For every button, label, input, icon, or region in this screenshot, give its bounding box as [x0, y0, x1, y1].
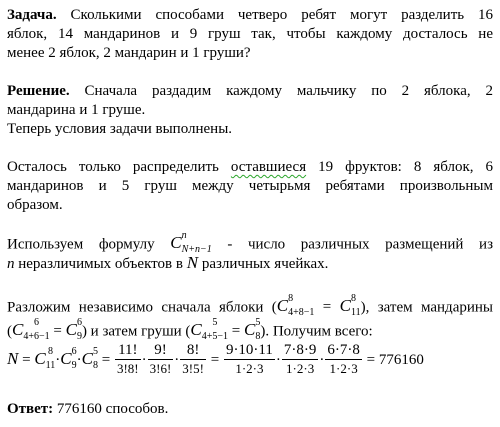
answer-line	[7, 400, 493, 419]
solution-line-2	[7, 101, 493, 120]
solution-line-3	[7, 120, 493, 139]
answer-text: 776160 способов.	[56, 401, 169, 417]
frac-mandarins: $\frac{9!}{3!6!}$	[149, 342, 172, 376]
remaining-line-2	[7, 177, 493, 196]
task-label: Задача.	[7, 7, 57, 23]
remaining-line-1	[7, 158, 493, 177]
formula-use-line-2	[7, 253, 493, 274]
formula-C-general: C n N+n−1	[170, 230, 212, 255]
decompose-text-1b: ), затем мандарины	[360, 299, 493, 316]
decompose-text-2c: ). Получим всего:	[260, 323, 373, 340]
formula-use-post: различных ячейках.	[201, 256, 329, 272]
decompose-text-2b: ) и затем груши (	[81, 323, 191, 340]
final-formula: N = C 8 11 ·C 6 9 ·C 5 8 = $\frac{11!}{3!8!}$ · $\frac{9!}{3!6!}$ · $\frac{8!}{3!5!}$ = $\frac{9\cdot 10\cdot 11}{1\cdot 2\cdot 3}$ · $\frac{7\cdot 8\cdot 9}{1\cdot 2\cdot 3}$ · $\frac{6\cdot 7\cdot 8}{1\cdot 2\cdot 3}$ = 776160	[7, 342, 424, 376]
task-text-1: Сколькими способами четверо ребят могут разделить 16	[70, 7, 494, 23]
result-value: 776160	[378, 351, 424, 368]
remaining-text-3: образом.	[7, 197, 63, 213]
solution-text-3: Теперь условия задачи выполнены.	[7, 121, 233, 137]
spellcheck-word: оставшиеся	[230, 159, 307, 175]
answer-label: Ответ:	[7, 401, 54, 417]
formula-use-dash: - число различных размещений из	[227, 236, 493, 253]
remaining-line-3	[7, 196, 493, 215]
solution-label: Решение.	[7, 83, 70, 99]
task-text-2: яблок, 14 мандаринов и 9 груш так, чтобы каждому досталось не	[7, 26, 493, 42]
task-line-3	[7, 44, 493, 63]
frac-apples: $\frac{11!}{3!8!}$	[116, 342, 139, 376]
decompose-text-2a: (	[7, 323, 12, 340]
task-text-3: менее 2 яблок, 2 мандарин и 1 груши?	[7, 45, 251, 61]
var-n: n	[7, 256, 15, 272]
solution-text-2: мандарина и 1 груше.	[7, 102, 146, 118]
remaining-text-2: мандаринов и 5 груш между четырьмя ребятами произвольным	[7, 178, 493, 194]
frac-pears: $\frac{8!}{3!5!}$	[182, 342, 204, 376]
task-line-2	[7, 25, 493, 44]
formula-pears: C 5 4+5−1 = C 5 8	[190, 317, 261, 342]
decompose-text-1a: Разложим независимо сначала яблоки (	[7, 299, 277, 316]
solution-text-1: Сначала раздадим каждому мальчику по 2 яблока, 2	[84, 83, 494, 99]
formula-mandarins: C 6 4+6−1 = C 6 9	[12, 317, 82, 342]
formula-use-mid: неразличимых объектов в	[18, 256, 183, 272]
frac-apples-expanded: $\frac{9\cdot 10\cdot 11}{1\cdot 2\cdot 3}$	[225, 342, 273, 376]
task-line-1	[7, 6, 493, 25]
var-N: N	[186, 253, 199, 272]
remaining-text-1a: Осталось только распределить	[7, 159, 219, 175]
frac-mandarins-expanded: $\frac{7\cdot 8\cdot 9}{1\cdot 2\cdot 3}$	[283, 342, 317, 376]
remaining-text-1b: 19 фруктов: 8 яблок, 6	[318, 159, 494, 175]
solution-line-1	[7, 82, 493, 101]
formula-use-pre: Используем формулу	[7, 236, 155, 253]
frac-pears-expanded: $\frac{6\cdot 7\cdot 8}{1\cdot 2\cdot 3}$	[327, 342, 360, 376]
formula-apples: C 8 4+8−1 = C 8 11	[276, 293, 361, 318]
